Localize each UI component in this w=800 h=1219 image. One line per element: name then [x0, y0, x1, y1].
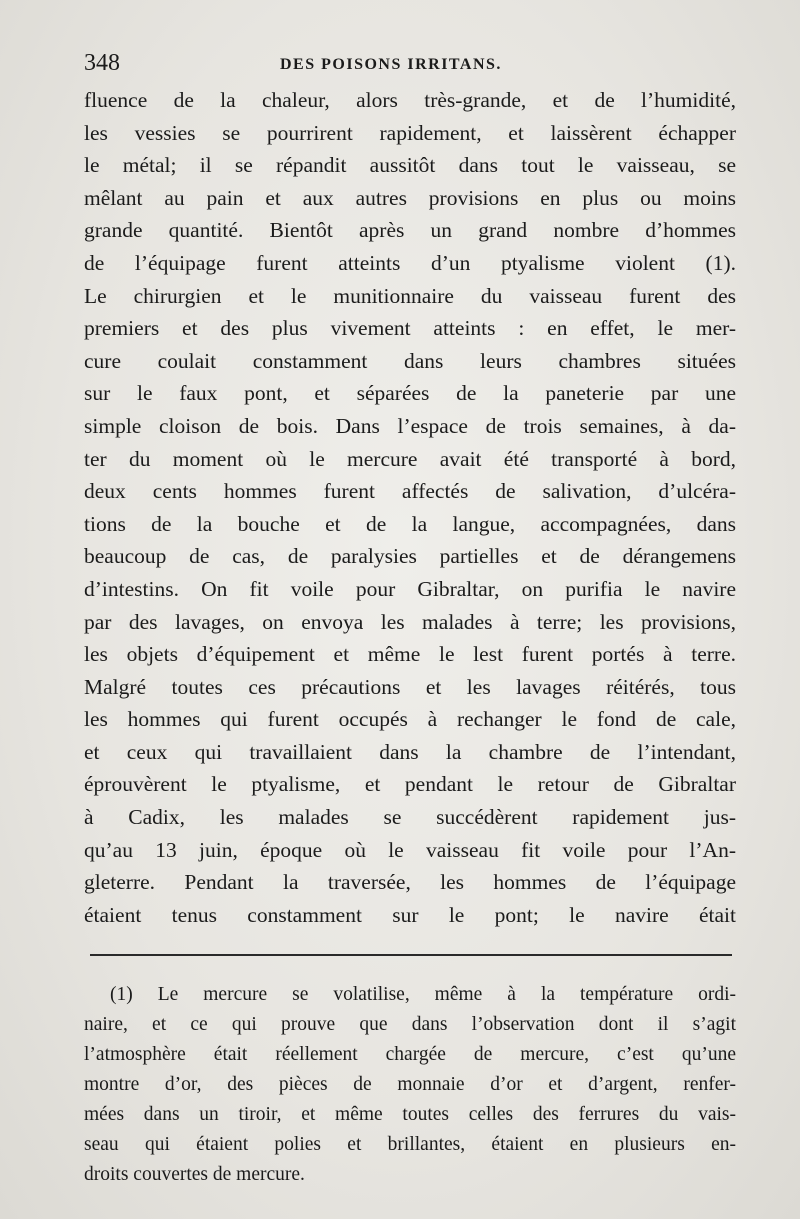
footnote-line: droits couvertes de mercure.	[84, 1164, 305, 1185]
text-line: étaient tenus constamment sur le pont; le navire était	[84, 902, 736, 927]
text-line: deux cents hommes furent affectés de salivation, d’ulcéra-	[84, 479, 736, 504]
text-line: tions de la bouche et de la langue, accompagnées, dans	[84, 511, 736, 536]
text-line: cure coulait constamment dans leurs chambres situées	[84, 348, 736, 373]
footnote-line: montre d’or, des pièces de monnaie d’or et d’argent, renfer-	[84, 1074, 736, 1095]
text-line: par des lavages, on envoya les malades à terre; les provisions,	[84, 609, 736, 634]
footnote-line: (1) Le mercure se volatilise, même à la température ordi-	[110, 984, 736, 1005]
text-line: sur le faux pont, et séparées de la paneterie par une	[84, 381, 736, 406]
footnote-line: naire, et ce qui prouve que dans l’observation dont il s’agit	[84, 1014, 736, 1035]
text-line: à Cadix, les malades se succédèrent rapidement jus-	[84, 805, 736, 830]
text-line: gleterre. Pendant la traversée, les hommes de l’équipage	[84, 870, 736, 895]
running-title: DES POISONS IRRITANS.	[280, 56, 502, 73]
text-line: qu’au 13 juin, époque où le vaisseau fit voile pour l’An-	[84, 837, 736, 862]
text-line: de l’équipage furent atteints d’un ptyalisme violent (1).	[84, 250, 736, 275]
footnote-divider	[90, 954, 732, 956]
text-line: les hommes qui furent occupés à rechanger le fond de cale,	[84, 707, 736, 732]
footnote-line: mées dans un tiroir, et même toutes celles des ferrures du vais-	[84, 1104, 736, 1125]
footnote	[84, 980, 736, 1190]
footnote-line: seau qui étaient polies et brillantes, étaient en plusieurs en-	[84, 1134, 736, 1155]
text-line: grande quantité. Bientôt après un grand nombre d’hommes	[84, 218, 736, 243]
main-text	[84, 84, 736, 931]
text-line: les objets d’équipement et même le lest furent portés à terre.	[84, 642, 736, 667]
text-line: et ceux qui travaillaient dans la chambre de l’intendant,	[84, 739, 736, 764]
text-line: beaucoup de cas, de paralysies partielles et de dérangemens	[84, 544, 736, 569]
page-header	[84, 50, 734, 84]
page-number: 348	[84, 50, 120, 76]
text-line: mêlant au pain et aux autres provisions en plus ou moins	[84, 185, 736, 210]
text-line: Malgré toutes ces précautions et les lavages réitérés, tous	[84, 674, 736, 699]
text-line: le métal; il se répandit aussitôt dans tout le vaisseau, se	[84, 153, 736, 178]
text-line: simple cloison de bois. Dans l’espace de trois semaines, à da-	[84, 413, 736, 438]
text-line: premiers et des plus vivement atteints : en effet, le mer-	[84, 316, 736, 341]
text-line: fluence de la chaleur, alors très-grande, et de l’humidité,	[84, 88, 736, 112]
text-line: d’intestins. On fit voile pour Gibraltar, on purifia le navire	[84, 576, 736, 601]
text-line: Le chirurgien et le munitionnaire du vaisseau furent des	[84, 283, 736, 308]
text-line: les vessies se pourrirent rapidement, et laissèrent échapper	[84, 120, 736, 145]
text-line: ter du moment où le mercure avait été transporté à bord,	[84, 446, 736, 471]
footnote-line: l’atmosphère était réellement chargée de mercure, c’est qu’une	[84, 1044, 736, 1065]
text-line: éprouvèrent le ptyalisme, et pendant le retour de Gibraltar	[84, 772, 736, 797]
